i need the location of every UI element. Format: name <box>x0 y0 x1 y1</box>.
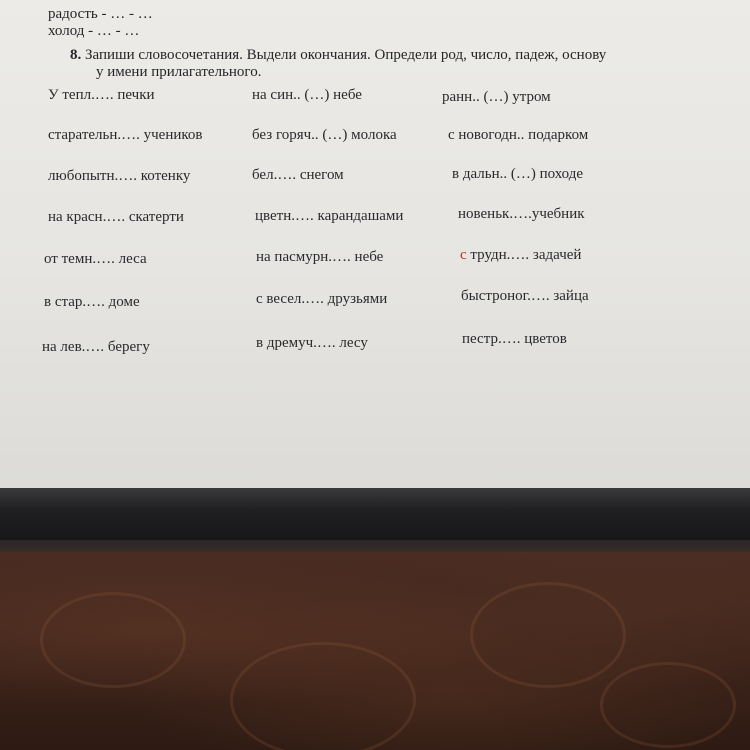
phrase-cell: У тепл.…. печки <box>48 87 155 103</box>
phrase-cell: с весел.…. друзьями <box>256 291 388 307</box>
phrase-cell: ранн.. (…) утром <box>442 89 551 105</box>
phrase-cell <box>460 246 581 264</box>
exercise-line-joy: радость - … - … <box>48 6 153 22</box>
phrase-cell: бел.…. снегом <box>252 167 344 183</box>
phrase-cell: без горяч.. (…) молока <box>252 127 397 143</box>
cloth-pattern <box>230 642 416 750</box>
exercise-line-cold: холод - … - … <box>48 23 140 39</box>
tablecloth-background <box>0 552 750 750</box>
task-text: Запиши словосочетания. Выдели окончания. Определи род, число, падеж, основу <box>85 47 607 63</box>
phrase-cell: цветн.…. карандашами <box>255 208 404 224</box>
phrase-cell: на син.. (…) небе <box>252 87 362 103</box>
phrase-cell: новеньк.….учебник <box>458 206 585 222</box>
phrase-cell: на лев.…. берегу <box>42 339 150 355</box>
phrase-cell: на пасмурн.…. небе <box>256 249 384 265</box>
task-heading <box>70 47 606 63</box>
phrase-cell: от темн.…. леса <box>44 251 147 267</box>
task-text-continuation: у имени прилагательного. <box>96 64 262 80</box>
phrase-cell: старательн.…. учеников <box>48 127 203 143</box>
phrase-cell: с новогодн.. подарком <box>448 127 589 143</box>
cloth-pattern <box>40 592 186 688</box>
phrase-cell: в дальн.. (…) походе <box>452 166 584 182</box>
phrase-cell: быстроног.…. зайца <box>461 288 589 304</box>
cloth-pattern <box>470 582 626 688</box>
phrase-rest: трудн.…. задачей <box>470 247 582 263</box>
phrase-cell: в дремуч.…. лесу <box>256 335 368 351</box>
task-number: 8. <box>70 47 82 63</box>
cloth-pattern <box>600 662 736 748</box>
phrase-cell: на красн.…. скатерти <box>48 209 184 225</box>
phrase-first-letter: с <box>460 247 467 263</box>
phrase-cell: в стар.…. доме <box>44 294 140 310</box>
phrase-cell: любопытн.…. котенку <box>48 168 191 184</box>
phrase-cell: пестр.…. цветов <box>462 331 567 347</box>
